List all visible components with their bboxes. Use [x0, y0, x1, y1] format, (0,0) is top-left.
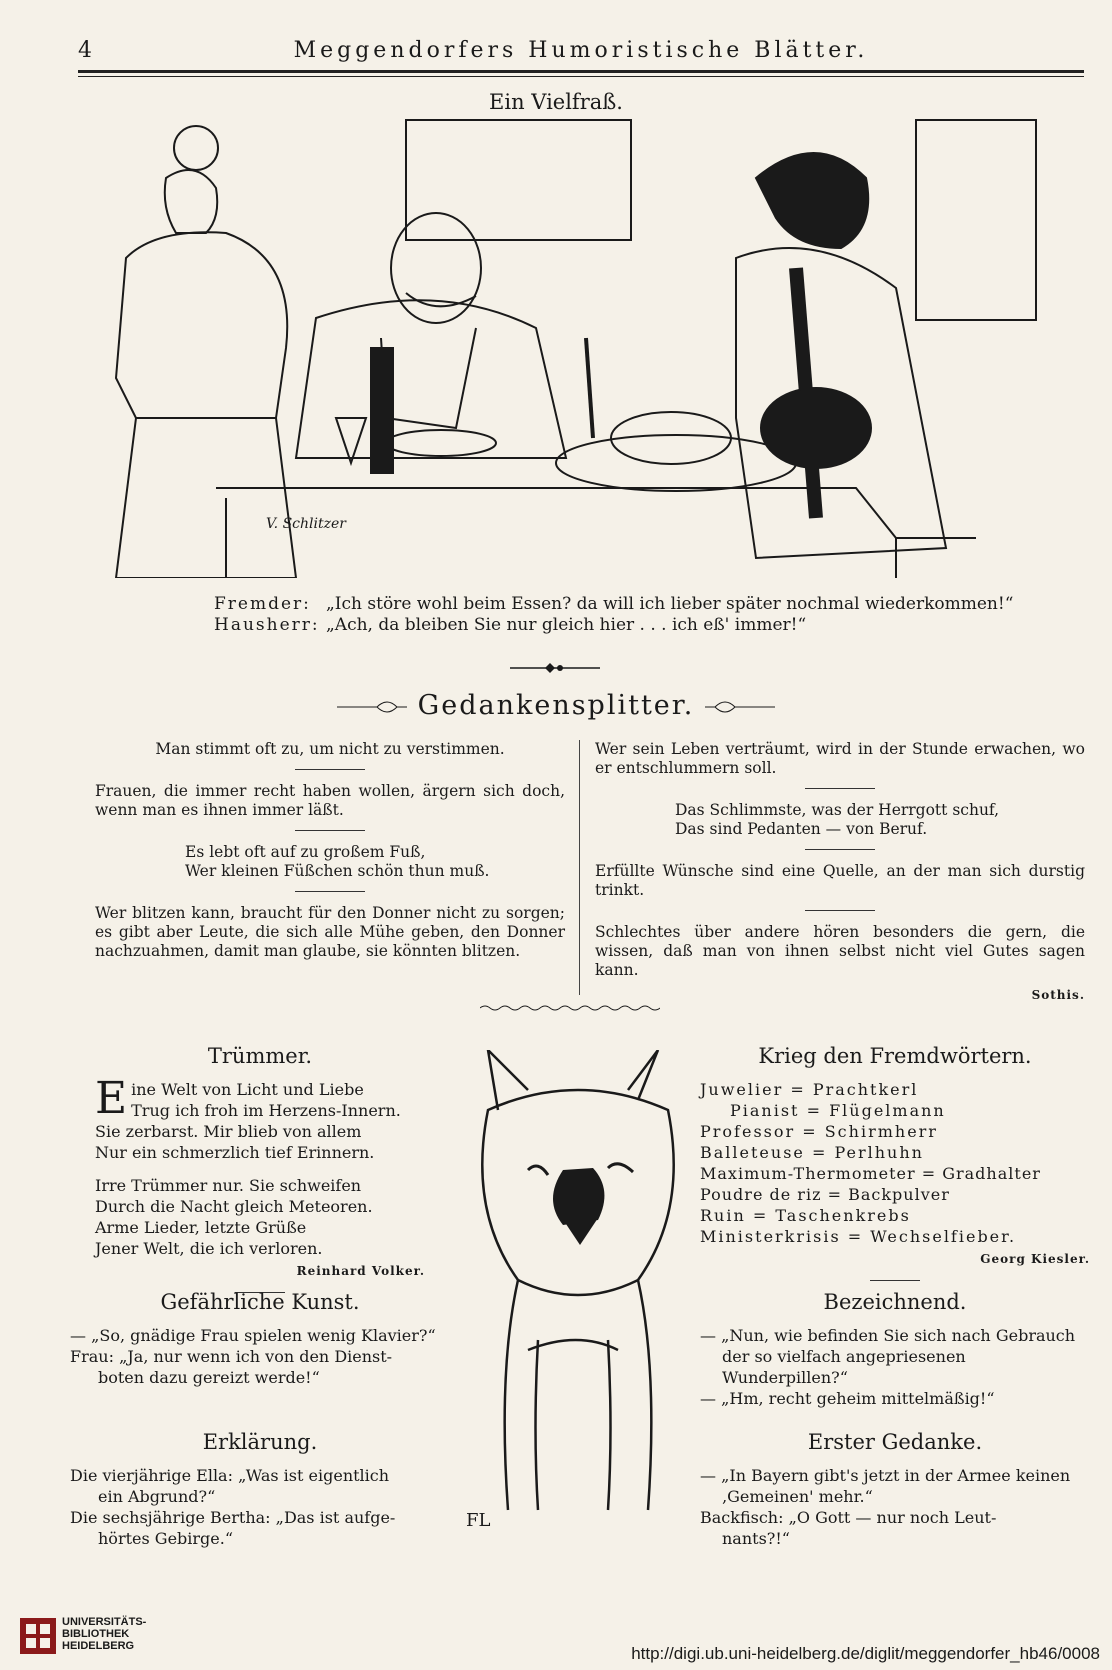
text-line: Frau: „Ja, nur wenn ich von den Dienst- [70, 1347, 393, 1366]
erster-title: Erster Gedanke. [807, 1430, 983, 1454]
verse-line: Das Schlimmste, was der Herrgott schuf, [675, 801, 1000, 819]
svg-text:V. Schlitzer: V. Schlitzer [266, 516, 346, 532]
verse-line: Sie zerbarst. Mir blieb von allem [95, 1122, 362, 1141]
aphorism: Erfüllte Wünsche sind eine Quelle, an der man sich durstig trinkt. [595, 862, 1085, 899]
visitor-head [756, 153, 868, 248]
text-line: Die vierjährige Ella: „Was ist eigentlich [70, 1466, 390, 1485]
separator [870, 1280, 920, 1281]
dog-ear-right [628, 1050, 658, 1100]
cartoon-caption [214, 594, 1013, 636]
wavy-divider [480, 1003, 660, 1013]
library-name-line: UNIVERSITÄTS- [62, 1616, 147, 1628]
visitor-hat [761, 388, 871, 468]
separator [295, 830, 365, 831]
ornament-divider [510, 660, 600, 676]
text-line: Backfisch: „O Gott — nur noch Leut- [700, 1508, 997, 1527]
text-line: ‚Gemeinen' mehr.“ [722, 1487, 873, 1506]
krieg-title: Krieg den Fremdwörtern. [758, 1044, 1032, 1068]
poem-truemmer [95, 1046, 425, 1303]
flourish-right-icon [705, 699, 775, 715]
author-volker: Reinhard Volker. [296, 1264, 425, 1278]
header-rule [78, 70, 1084, 73]
author-sothis: Sothis. [1031, 988, 1085, 1002]
plate [386, 430, 496, 456]
text-line: der so vielfach angepriesenen Wunderpillen?“ [722, 1347, 966, 1387]
word-pair: Maximum-Thermometer = Gradhalter [700, 1164, 1041, 1183]
verse-line: Durch die Nacht gleich Meteoren. [95, 1197, 373, 1216]
library-logo[interactable] [18, 1612, 158, 1664]
text-line: — „In Bayern gibt's jetzt in der Armee keinen [700, 1466, 1071, 1485]
separator [805, 849, 875, 850]
verse-line: Das sind Pedanten — von Beruf. [675, 820, 928, 838]
gefaehrliche-title: Gefährliche Kunst. [160, 1290, 360, 1314]
aphorisms-left [95, 740, 565, 967]
text-line: hörtes Gebirge.“ [98, 1529, 234, 1548]
separator [805, 788, 875, 789]
verse-line: Jener Welt, die ich verloren. [95, 1239, 323, 1258]
word-pair: Juwelier = Prachtkerl [700, 1080, 919, 1099]
caption-text: „Ich störe wohl beim Essen? da will ich lieber später nochmal wiederkommen!“ [326, 594, 1014, 614]
cartoon-title: Ein Vielfraß. [489, 90, 623, 114]
woman-bun [174, 126, 218, 170]
verse-line: ine Welt von Licht und Liebe [131, 1080, 364, 1099]
aphorisms-right [595, 740, 1085, 1005]
aphorism-verse [95, 843, 565, 881]
text-line: boten dazu gereizt werde!“ [98, 1368, 320, 1387]
speaker-label: Fremder: [214, 594, 311, 614]
dog-body [505, 1280, 652, 1510]
caption-text: „Ach, da bleiben Sie nur gleich hier . . . ich eß' immer!“ [326, 615, 807, 635]
university-seal-icon [18, 1616, 58, 1656]
word-pair: Professor = Schirmherr [700, 1122, 938, 1141]
source-url-link[interactable]: http://digi.ub.uni-heidelberg.de/diglit/meggendorfer_hb46/0008 [631, 1644, 1100, 1663]
aphorism: Wer sein Leben verträumt, wird in der Stunde erwachen, wo er entschlummern soll. [595, 740, 1085, 777]
dog-illustration [468, 1050, 688, 1520]
cartoon-illustration [96, 118, 1056, 578]
verse-line: Trug ich froh im Herzens-Innern. [131, 1101, 401, 1120]
aphorism: Man stimmt oft zu, um nicht zu verstimmen. [155, 740, 505, 758]
word-pair: Ministerkrisis = Wechselfieber. [700, 1227, 1017, 1246]
text-line: — „So, gnädige Frau spielen wenig Klavier?“ [70, 1326, 436, 1345]
dog-nose [560, 1215, 600, 1245]
text-line: — „Hm, recht geheim mittelmäßig!“ [700, 1389, 995, 1408]
verse-line: Irre Trümmer nur. Sie schweifen [95, 1176, 362, 1195]
text-line: — „Nun, wie befinden Sie sich nach Gebrauch [700, 1326, 1076, 1345]
dog-legs [536, 1340, 611, 1510]
flourish-left-icon [337, 699, 407, 715]
text-line: ein Abgrund?“ [98, 1487, 216, 1506]
wine-bottle [371, 348, 393, 473]
word-pair: Pianist = Flügelmann [730, 1101, 946, 1120]
separator [295, 769, 365, 770]
list-krieg-fremdwoertern [700, 1046, 1090, 1291]
separator [295, 891, 365, 892]
joke-erklaerung [70, 1432, 450, 1549]
page-header [78, 38, 1084, 68]
word-pair: Balleteuse = Perlhuhn [700, 1143, 924, 1162]
glass [336, 418, 366, 463]
section-title-gedankensplitter [0, 690, 1112, 721]
header-rule-thin [78, 76, 1084, 77]
library-name-line: BIBLIOTHEK [62, 1628, 130, 1640]
truemmer-title: Trümmer. [207, 1044, 313, 1068]
author-kiesler: Georg Kiesler. [980, 1252, 1090, 1266]
joke-gefaehrliche-kunst [70, 1292, 450, 1388]
bezeichnend-title: Bezeichnend. [823, 1290, 967, 1314]
joke-bezeichnend [700, 1292, 1090, 1409]
eater-body [296, 300, 566, 458]
library-name-line: HEIDELBERG [62, 1640, 135, 1652]
page-number: 4 [78, 38, 92, 63]
gedankensplitter-title: Gedankensplitter. [417, 690, 695, 721]
dog-signature: FL [466, 1510, 491, 1531]
word-pair: Poudre de riz = Backpulver [700, 1185, 950, 1204]
verse-line: Nur ein schmerzlich tief Erinnern. [95, 1143, 375, 1162]
library-name [62, 1616, 146, 1652]
running-title: Meggendorfers Humoristische Blätter. [293, 38, 869, 63]
word-pair: Ruin = Taschenkrebs [700, 1206, 911, 1225]
aphorism: Frauen, die immer recht haben wollen, ärgern sich doch, wenn man es ihnen immer läßt. [95, 782, 565, 819]
woman-head [165, 170, 218, 233]
drop-cap: E [95, 1073, 128, 1124]
verse-line: Es lebt oft auf zu großem Fuß, [185, 843, 426, 861]
verse-line: Wer kleinen Füßchen schön thun muß. [185, 862, 490, 880]
column-divider [579, 740, 580, 995]
door-frame [916, 120, 1036, 320]
joke-erster-gedanke [700, 1432, 1090, 1549]
text-line: nants?!“ [722, 1529, 790, 1548]
verse-line: Arme Lieder, letzte Grüße [95, 1218, 307, 1237]
wall-frame [406, 120, 631, 240]
aphorism-verse [595, 801, 1085, 839]
speaker-label: Hausherr: [214, 615, 320, 635]
separator [805, 910, 875, 911]
woman-blouse [116, 232, 287, 418]
erklaerung-title: Erklärung. [202, 1430, 318, 1454]
text-line: Die sechsjährige Bertha: „Das ist aufge- [70, 1508, 396, 1527]
aphorism: Wer blitzen kann, braucht für den Donner nicht zu sorgen; es gibt aber Leute, die sich alle Mühe geben, den Donner nachzuahmen, damit man glaube, sie könnten blitzen. [95, 904, 565, 960]
woman-skirt [116, 418, 296, 578]
aphorism: Schlechtes über andere hören besonders die gern, die wissen, daß man von ihnen selbst nicht viel Gutes sagen kann. [595, 923, 1085, 979]
